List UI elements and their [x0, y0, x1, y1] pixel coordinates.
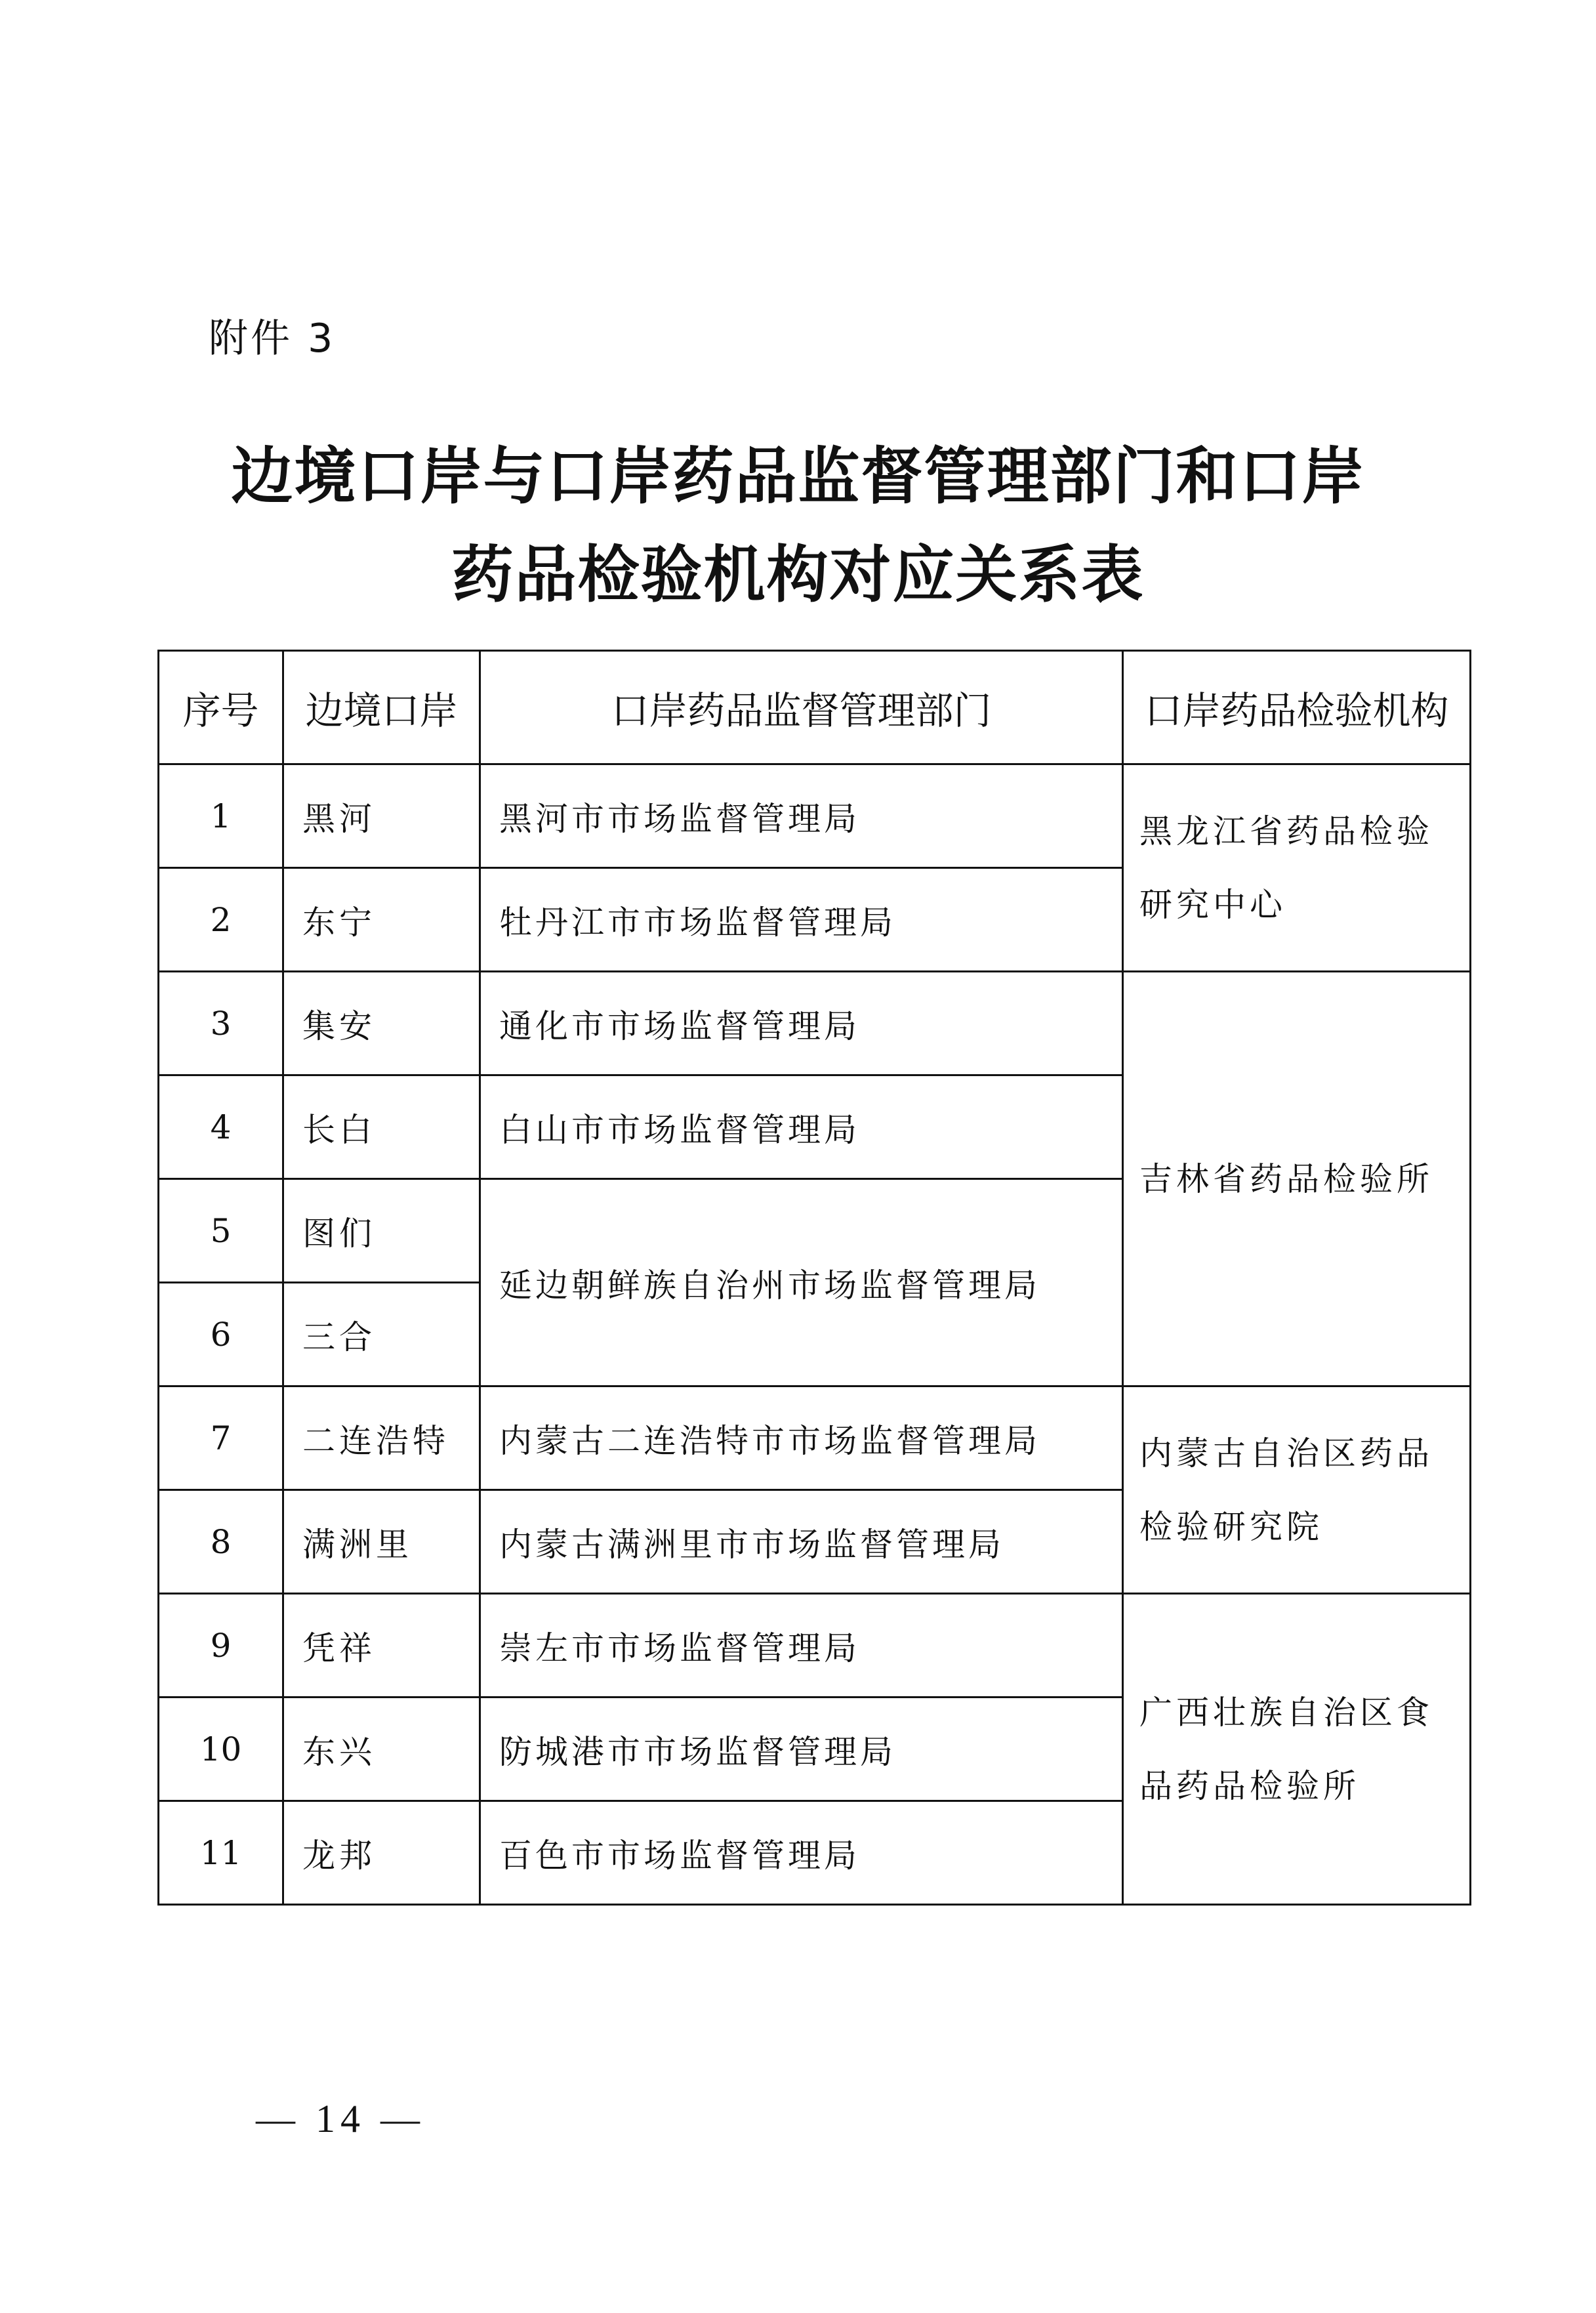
row-port: 长白 [283, 1075, 480, 1179]
row-dept: 通化市市场监督管理局 [480, 972, 1123, 1075]
row-dept: 延边朝鲜族自治州市场监督管理局 [480, 1179, 1123, 1386]
row-dept: 防城港市市场监督管理局 [480, 1698, 1123, 1801]
attachment-label: 附件 3 [209, 316, 336, 362]
row-seq: 11 [159, 1801, 283, 1905]
row-seq: 5 [159, 1179, 283, 1283]
row-institution: 广西壮族自治区食品药品检验所 [1123, 1594, 1471, 1905]
row-port: 凭祥 [283, 1594, 480, 1698]
row-port: 黑河 [283, 764, 480, 868]
row-dept: 内蒙古二连浩特市市场监督管理局 [480, 1386, 1123, 1490]
row-dept: 白山市市场监督管理局 [480, 1075, 1123, 1179]
row-seq: 2 [159, 868, 283, 972]
row-port: 集安 [283, 972, 480, 1075]
correspondence-table [157, 650, 1471, 1906]
row-dept: 牡丹江市市场监督管理局 [480, 868, 1123, 972]
row-port: 满洲里 [283, 1490, 480, 1594]
table-row [159, 764, 1471, 868]
row-seq: 4 [159, 1075, 283, 1179]
row-seq: 10 [159, 1698, 283, 1801]
row-dept: 百色市市场监督管理局 [480, 1801, 1123, 1905]
row-seq: 1 [159, 764, 283, 868]
row-seq: 3 [159, 972, 283, 1075]
column-header-seq: 序号 [159, 651, 283, 764]
row-port: 图们 [283, 1179, 480, 1283]
row-seq: 9 [159, 1594, 283, 1698]
row-port: 二连浩特 [283, 1386, 480, 1490]
row-port: 东兴 [283, 1698, 480, 1801]
row-port: 东宁 [283, 868, 480, 972]
column-header-port: 边境口岸 [283, 651, 480, 764]
row-seq: 7 [159, 1386, 283, 1490]
row-institution: 吉林省药品检验所 [1123, 972, 1471, 1386]
document-title-line-2: 药品检验机构对应关系表 [451, 539, 1145, 611]
row-institution: 内蒙古自治区药品检验研究院 [1123, 1386, 1471, 1594]
table-row [159, 972, 1471, 1075]
table-row [159, 1386, 1471, 1490]
table-row [159, 1594, 1471, 1698]
row-institution: 黑龙江省药品检验研究中心 [1123, 764, 1471, 972]
column-header-inst: 口岸药品检验机构 [1123, 651, 1471, 764]
row-seq: 8 [159, 1490, 283, 1594]
column-header-dept: 口岸药品监督管理部门 [480, 651, 1123, 764]
table-header-row [159, 651, 1471, 764]
page-number: — 14 — [256, 2097, 425, 2140]
row-seq: 6 [159, 1283, 283, 1386]
row-port: 龙邦 [283, 1801, 480, 1905]
row-port: 三合 [283, 1283, 480, 1386]
row-dept: 崇左市市场监督管理局 [480, 1594, 1123, 1698]
document-title-line-1: 边境口岸与口岸药品监督管理部门和口岸 [231, 440, 1365, 512]
row-dept: 内蒙古满洲里市市场监督管理局 [480, 1490, 1123, 1594]
row-dept: 黑河市市场监督管理局 [480, 764, 1123, 868]
